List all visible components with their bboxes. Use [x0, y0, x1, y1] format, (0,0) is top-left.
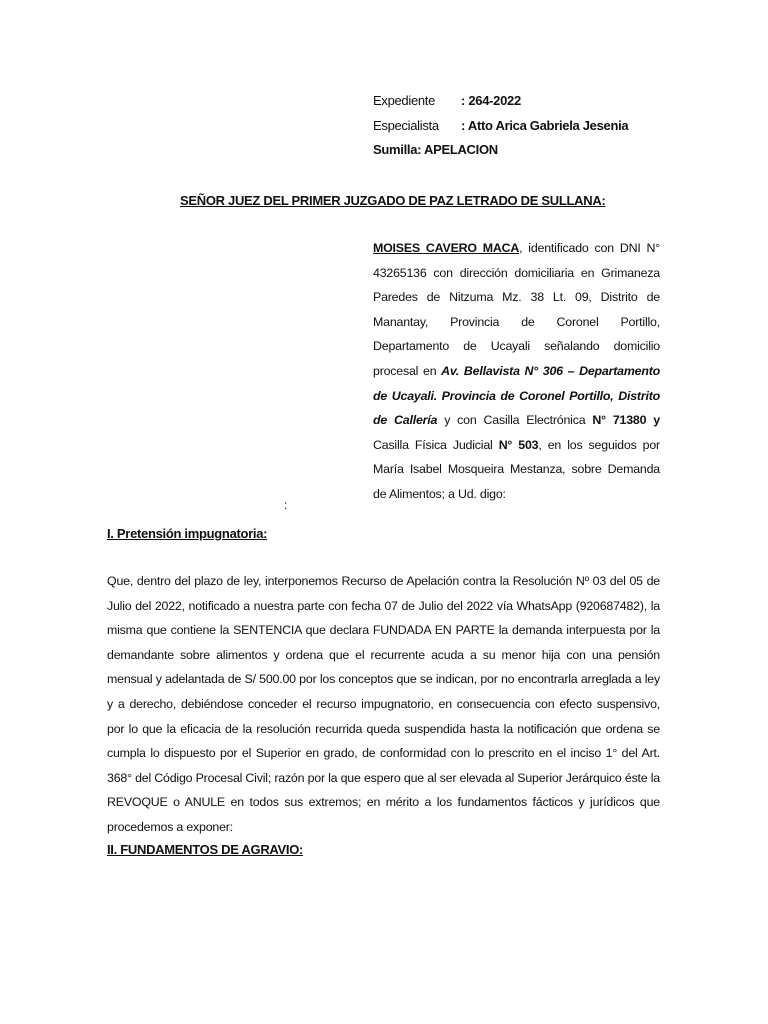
especialista-row: [373, 118, 628, 133]
expediente-value: : 264-2022: [461, 93, 521, 108]
appellant-name: MOISES CAVERO MACA: [373, 241, 520, 255]
sumilla: Sumilla: APELACION: [373, 142, 498, 157]
casilla-electronica: N° 71380 y: [592, 413, 660, 428]
intro-text-4: , en los seguidos por María Isabel Mosqueira Mestanza, sobre Demanda de Alimentos; a Ud. digo:: [373, 437, 660, 501]
especialista-label: Especialista: [373, 118, 439, 133]
casilla-fisica: N° 503: [498, 437, 539, 452]
section-1-body: Que, dentro del plazo de ley, interponemos Recurso de Apelación contra la Resolución Nº 03 del 05 de Julio del 2022, notificado a nuestra parte con fecha 07 de Julio del 2022 vía WhatsApp (920687482), la misma que contiene la SENTENCIA que declara FUNDADA EN PARTE la demanda interpuesta por la demandante sobre alimentos y ordena que el recurrente acuda a su menor hija con una pensión mensual y adelantada de S/ 500.00 por los conceptos que se indican, por no encontrarla arreglada a ley y a derecho, debiéndose conceder el recurso impugnatorio, en consecuencia con efecto suspensivo, por lo que la eficacia de la resolución recurrida queda suspendida hasta la notificación que ordena se cumpla lo dispuesto por el Superior en grado, de conformidad con lo prescrito en el inciso 1° del Art. 368° del Código Procesal Civil; razón por la que espero que al ser elevada al Superior Jerárquico éste la REVOQUE o ANULE en todos sus extremos; en mérito a los fundamentos fácticos y jurídicos que procedemos a exponer:: [107, 574, 660, 834]
expediente-label: Expediente: [373, 93, 436, 108]
intro-text-3: Casilla Física Judicial: [373, 437, 499, 452]
intro-paragraph: [373, 236, 660, 507]
section-2-title: II. FUNDAMENTOS DE AGRAVIO:: [107, 842, 304, 857]
colon-mark: :: [284, 498, 288, 512]
expediente-row: [373, 93, 521, 108]
especialista-value: : Atto Arica Gabriela Jesenia: [461, 118, 629, 133]
intro-text-1: , identificado con DNI N° 43265136 con dirección domiciliaria en Grimaneza Paredes de Nitzuma Mz. 38 Lt. 09, Distrito de Manantay, Provincia de Coronel Portillo, Departamento de Ucayali señalando domicilio procesal en: [373, 241, 660, 378]
section-1-title: I. Pretensión impugnatoria:: [107, 526, 268, 541]
intro-text-2: y con Casilla Electrónica: [437, 413, 593, 428]
addressee-line: SEÑOR JUEZ DEL PRIMER JUZGADO DE PAZ LETRADO DE SULLANA:: [180, 193, 606, 208]
procedural-address: Av. Bellavista N° 306 – Departamento de Ucayali. Provincia de Coronel Portillo, Distrito de Callería: [373, 363, 661, 428]
